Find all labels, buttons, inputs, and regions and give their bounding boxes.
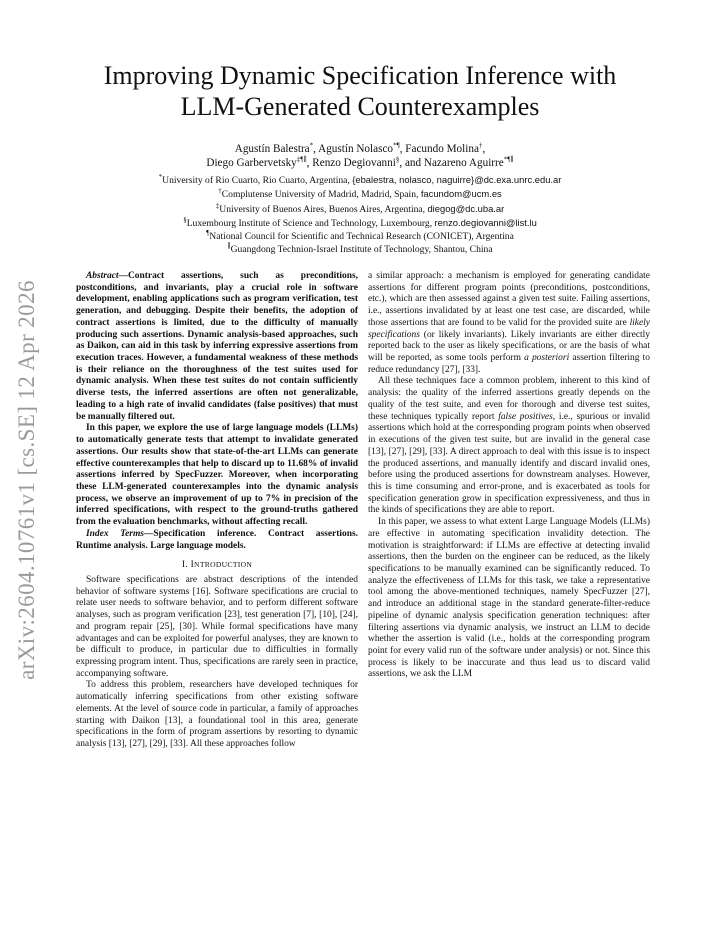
body-paragraph: In this paper, we assess to what extent Large Language Models (LLMs) are effective in automating specification invalidity detection. The motivation is straightforward: if LLMs are effective at detecting invalid assertions, then the burden on the engineer can be reduced, as the likely specifications to be manually examined can be significantly reduced. To analyze the effectiveness of LLMs for this task, we take a representative tool among the above-mentioned techniques, namely SpecFuzzer [27], and introduce an additional stage in the standard generate-filter-reduce pipeline of dynamic analysis specification generation techniques: after filtering assertions via dynamic analysis, we instruct an LLM to decide whether the assertion is valid (i.e., holds at the corresponding program point for every valid run of the software under analysis) or not. Since this process is likely to be inaccurate and thus lead us to discard valid assertions, we ask the LLM: [368, 517, 650, 680]
section-heading: [76, 559, 358, 572]
section-name: NTRODUCTION: [194, 560, 253, 570]
affiliation-mark: *: [158, 172, 163, 181]
emphasis: false positives: [498, 411, 553, 422]
body-text: a similar approach: a mechanism is employed for generating candidate assertions for different program points (preconditions, postconditions, etc.), which are then assessed against a given test suite. Failing assertions, i.e., assertions invalidated by at least one test case, are discarded, while those assertions that are found to be valid for the provided suite are: [368, 271, 650, 328]
author-mark: *¶: [393, 141, 400, 150]
paper-title: [0, 60, 720, 122]
body-text: All these techniques face a common problem, inherent to this kind of analysis: the quality of the inferred assertions greatly depends on the quality of the test suite, and even for thorough and diverse test suites, these techniques typically report: [368, 376, 650, 422]
author-mark: *: [309, 141, 314, 150]
author-mark: ‡¶∥: [296, 155, 307, 164]
body-text: , i.e., spurious or invalid assertions which hold at the corresponding program points when observed in executions of the given test suite, but are invalid in the general case [13], [27], [29], [33]. A direct approach to deal with this issue is to inspect the produced assertions, and manually identify and discard invalid ones, before using the produced assertions for downstream analyses. However, this is time consuming and error-prone, and is exacerbated as tools for specification generation grow in specification expressiveness, and thus in the kinds of specifications they are able to report.: [368, 411, 650, 516]
affiliation: [0, 202, 720, 216]
affiliation-email: renzo.degiovanni@list.lu: [434, 216, 537, 228]
emphasis: likely specifications: [368, 317, 650, 340]
affiliation-mark: ‡: [215, 201, 220, 210]
author-name: Diego Garbervetsky: [206, 157, 297, 169]
affiliation-text: University of Rio Cuarto, Rio Cuarto, Argentina,: [162, 175, 353, 186]
body-paragraph: To address this problem, researchers have developed techniques for automatically inferring specifications from other existing software elements. At the level of source code in particular, a family of approaches starting with Daikon [13], a foundational tool in this area, generate specifications in the form of program assertions by resorting to dynamic analysis [13], [27], [29], [33]. All these approaches follow: [76, 680, 358, 750]
author-name: Agustín Nolasco: [318, 143, 394, 155]
abstract-label: Abstract: [86, 271, 119, 281]
affiliation-mark: §: [183, 215, 187, 224]
affiliation-email: diegog@dc.uba.ar: [427, 202, 505, 214]
body-text: (or likely invariants). Likely invariants are either directly reported back to the user as likely specifications, or are the basis of what will be reported, as some tools perform: [368, 329, 650, 364]
right-column: [368, 271, 650, 681]
affiliation-mark: ∥: [227, 242, 231, 251]
affiliation-email: facundom@ucm.es: [420, 188, 502, 200]
affiliation-text: Luxembourg Institute of Science and Technology, Luxembourg,: [186, 217, 435, 229]
left-column: [76, 271, 358, 751]
index-terms: [76, 529, 358, 552]
affiliation: [0, 187, 720, 201]
affiliation-mark: †: [218, 187, 222, 196]
body-paragraph: [368, 376, 650, 517]
affiliation-text: Complutense University of Madrid, Madrid, Spain,: [221, 189, 421, 201]
author-mark: §: [395, 155, 400, 164]
title-line-2: LLM-Generated Counterexamples: [180, 92, 540, 121]
emphasis: a posteriori: [524, 353, 570, 364]
author-name: Facundo Molina: [405, 143, 479, 155]
affiliation-text: University of Buenos Aires, Buenos Aires, Argentina,: [219, 203, 428, 215]
affiliation: [0, 230, 720, 243]
affiliation-email: {ebalestra, nolasco, naguirre}@dc.exa.unrc.edu.ar: [352, 174, 562, 185]
index-terms-dash: —: [143, 528, 154, 539]
author-name: Renzo Degiovanni: [312, 157, 396, 169]
affiliation-text: National Council for Scientific and Technical Research (CONICET), Argentina: [209, 231, 514, 243]
abstract-paragraph: In this paper, we explore the use of large language models (LLMs) to automatically generate tests that attempt to invalidate generated assertions. Our results show that state-of-the-art LLMs can generate effective counterexamples that help to discard up to 11.68% of invalid assertions inferred by SpecFuzzer. Moreover, when incorporating these LLM-generated counterexamples into the dynamic analysis process, we observe an improvement of up to 7% in precision of the inferred specifications, with respect to the ground-truths gathered from the evaluation benchmarks, without affecting recall.: [76, 423, 358, 528]
index-terms-text: Specification inference. Contract assertions. Runtime analysis. Large language models.: [76, 528, 358, 551]
affiliation: [0, 243, 720, 256]
affiliation-text: Guangdong Technion-Israel Institute of Technology, Shantou, China: [230, 244, 493, 256]
body-text: assertion filtering to reduce redundancy [27], [33].: [368, 353, 650, 375]
affiliation-list: [0, 173, 720, 257]
body-paragraph: Software specifications are abstract descriptions of the intended behavior of software systems [16]. Software specifications are crucial to relate user needs to software behavior, and to perform different software analyses, such as program verification [23], test generation [7], [10], [24], and program repair [25], [30]. While formal specifications have many advantages and can be exploited for powerful analyses, they are known to be difficult to produce, in particular due to difficulties in formally expressing program intent. Thus, specifications are rarely seen in practice, accompanying software.: [76, 574, 358, 679]
affiliation: [0, 173, 720, 187]
affiliation-mark: ¶: [206, 229, 210, 237]
arxiv-identifier: arXiv:2604.10761v1 [cs.SE] 12 Apr 2026: [14, 280, 39, 680]
author-name: Agustín Balestra: [234, 143, 310, 155]
author-name: and Nazareno Aguirre: [404, 157, 504, 169]
body-paragraph: [368, 271, 650, 376]
author-mark: *¶∥: [503, 155, 514, 164]
author-list: Agustín Balestra*, Agustín Nolasco*¶, Facundo Molina†, Diego Garbervetsky‡¶∥, Renzo Degiovanni§, and Nazareno Aguirre*¶∥: [206, 141, 514, 169]
section-number: I. I: [181, 560, 195, 571]
affiliation: [0, 216, 720, 230]
abstract-paragraph: [76, 271, 358, 423]
author-mark: †: [478, 141, 483, 150]
title-line-1: Improving Dynamic Specification Inference with: [103, 61, 617, 90]
abstract-dash: —: [118, 271, 128, 281]
index-terms-label: Index Terms: [86, 528, 144, 539]
abstract-text: Contract assertions, such as preconditions, postconditions, and invariants, play a crucial role in software development, enabling applications such as program verification, test generation, and debugging. Despite their benefits, the adoption of contract assertions is limited, due to the difficulty of manually producing such assertions. Dynamic analysis-based approaches, such as Daikon, can aid in this task by inferring expressive assertions from execution traces. However, a fundamental weakness of these methods is their reliance on the thoroughness of the test suites used for dynamic analysis. When these test suites do not contain sufficiently diverse tests, the inferred assertions are often not generalizable, leading to a high rate of invalid candidates (false positives) that must be manually filtered out.: [76, 271, 358, 422]
